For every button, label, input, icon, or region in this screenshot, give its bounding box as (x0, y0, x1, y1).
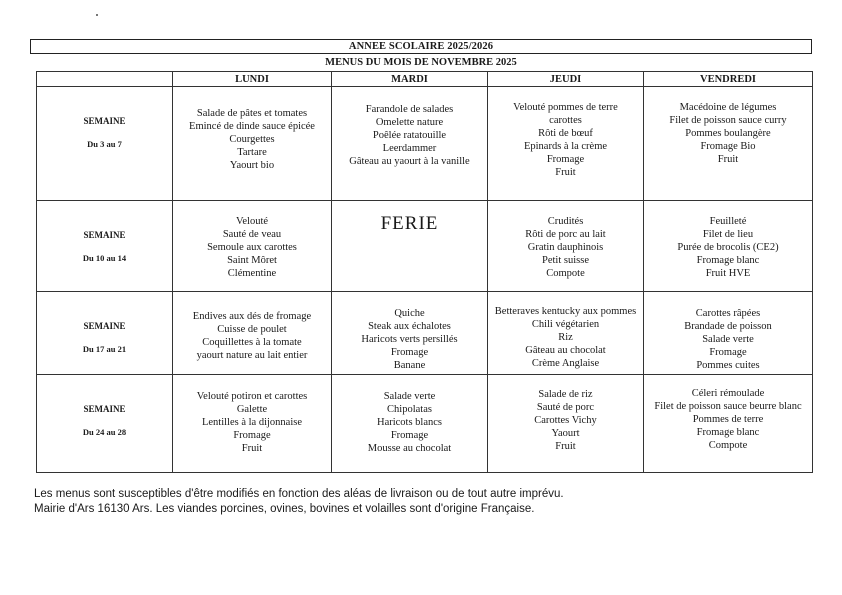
dish-item: Velouté (235, 216, 269, 227)
day-header-jeudi: JEUDI (488, 72, 644, 87)
week-label: SEMAINE (83, 321, 126, 331)
dish-item: Purée de brocolis (CE2) (677, 242, 779, 253)
week-dates: Du 17 au 21 (82, 344, 127, 354)
dish-item: Carottes râpées (695, 308, 761, 319)
dish-item: Cuisse de poulet (217, 324, 287, 335)
menu-cell-lundi (173, 201, 332, 292)
dish-item: Chili végétarien (531, 319, 600, 330)
menu-cell-mardi (332, 201, 488, 292)
dish-item: Quiche (394, 308, 425, 319)
dish-item: Carottes Vichy (534, 415, 597, 426)
dish-item: Fruit HVE (705, 268, 751, 279)
dish-item: Salade de riz (538, 389, 593, 400)
week-dates: Du 10 au 14 (82, 253, 127, 263)
menu-cell-vendredi (644, 375, 813, 473)
menu-cell-lundi (173, 375, 332, 473)
week-label: SEMAINE (83, 404, 126, 414)
page-subtitle: MENUS DU MOIS DE NOVEMBRE 2025 (325, 57, 517, 68)
holiday-label: FERIE (380, 213, 439, 234)
dish-item: Filet de poisson sauce beurre blanc (654, 401, 802, 412)
dish-item: Gâteau au chocolat (525, 345, 606, 356)
dish-item: Crème Anglaise (531, 358, 600, 369)
menu-cell-lundi (173, 87, 332, 201)
week-row (37, 87, 813, 201)
dish-item: Fromage (390, 347, 429, 358)
dish-item: Rôti de porc au lait (525, 229, 606, 240)
dish-item: Fromage (709, 347, 747, 358)
page-title: ANNEE SCOLAIRE 2025/2026 (30, 39, 812, 54)
dish-item: Fromage blanc (696, 427, 760, 438)
dish-item: Fromage (390, 430, 429, 441)
dish-item: Leerdammer (382, 143, 437, 154)
corner-cell (37, 72, 173, 87)
dish-item: Compote (546, 268, 585, 279)
dish-item: Brandade de poisson (684, 321, 772, 332)
dish-item: Filet de poisson sauce curry (669, 115, 787, 126)
menu-cell-mardi (332, 292, 488, 375)
scan-speck (96, 14, 98, 16)
dish-item: Yaourt bio (229, 160, 275, 171)
menu-cell-jeudi (488, 375, 644, 473)
week-label: SEMAINE (83, 116, 126, 126)
menu-cell-lundi (173, 292, 332, 375)
dish-item: Pommes cuites (696, 360, 760, 371)
dish-item: Filet de lieu (702, 229, 754, 240)
dish-item: Compote (708, 440, 748, 451)
dish-item: Fromage Bio (700, 141, 756, 152)
dish-item: yaourt nature au lait entier (196, 350, 308, 361)
dish-item: Betteraves kentucky aux pommes (494, 306, 637, 317)
footer-notes (34, 487, 814, 517)
dish-item: Tartare (237, 147, 267, 158)
dish-item: Lentilles à la dijonnaise (201, 417, 302, 428)
menu-cell-mardi (332, 375, 488, 473)
dish-item: Endives aux dés de fromage (192, 311, 312, 322)
week-cell (37, 375, 173, 473)
dish-item: Fromage blanc (696, 255, 760, 266)
week-label: SEMAINE (83, 230, 126, 240)
dish-item: Poêlée ratatouille (372, 130, 447, 141)
dish-item: Courgettes (229, 134, 275, 145)
dish-item: Salade verte (702, 334, 754, 345)
menu-table (36, 71, 813, 473)
dish-item: Fruit (717, 154, 739, 165)
week-dates: Du 24 au 28 (82, 427, 127, 437)
dish-item: Céleri rémoulade (691, 388, 765, 399)
menu-cell-mardi (332, 87, 488, 201)
week-row (37, 201, 813, 292)
menu-cell-vendredi (644, 292, 813, 375)
dish-item: Coquillettes à la tomate (202, 337, 302, 348)
dish-item: Pommes boulangère (685, 128, 771, 139)
week-cell (37, 87, 173, 201)
dish-item: Rôti de bœuf (538, 128, 593, 139)
dish-item: Macédoine de légumes (679, 102, 777, 113)
dish-item: Fromage (546, 154, 585, 165)
dish-item: Semoule aux carottes (207, 242, 297, 253)
menu-cell-jeudi (488, 292, 644, 375)
menu-cell-vendredi (644, 87, 813, 201)
dish-item: Epinards à la crème (523, 141, 608, 152)
week-cell (37, 292, 173, 375)
dish-item: Emincé de dinde sauce épicée (189, 121, 315, 132)
menu-cell-jeudi (488, 87, 644, 201)
week-row (37, 375, 813, 473)
dish-item: carottes (549, 115, 582, 126)
dish-item: Saint Môret (227, 255, 277, 266)
footer-line-2: Mairie d'Ars 16130 Ars. Les viandes porcines, ovines, bovines et volailles sont d'origine Française. (34, 503, 535, 515)
dish-item: Omelette nature (375, 117, 444, 128)
day-header-lundi: LUNDI (173, 72, 332, 87)
day-header-vendredi: VENDREDI (644, 72, 813, 87)
dish-item: Riz (558, 332, 573, 343)
week-dates: Du 3 au 7 (87, 139, 122, 149)
dish-item: Sauté de porc (536, 402, 595, 413)
dish-item: Fruit (555, 167, 576, 178)
dish-item: Farandole de salades (365, 104, 454, 115)
dish-item: Steak aux échalotes (368, 321, 451, 332)
dish-item: Haricots verts persillés (361, 334, 458, 345)
dish-item: Gâteau au yaourt à la vanille (349, 156, 470, 167)
dish-item: Crudités (547, 216, 584, 227)
dish-item: Chipolatas (387, 404, 432, 415)
dish-item: Salade de pâtes et tomates (196, 108, 308, 119)
dish-item: Sauté de veau (222, 229, 282, 240)
dish-item: Feuilleté (709, 216, 747, 227)
dish-item: Pommes de terre (692, 414, 764, 425)
dish-item: Salade verte (383, 391, 436, 402)
menu-cell-jeudi (488, 201, 644, 292)
menu-cell-vendredi (644, 201, 813, 292)
dish-item: Fruit (241, 443, 263, 454)
dish-item: Petit suisse (542, 255, 589, 266)
dish-item: Gratin dauphinois (527, 242, 604, 253)
dish-item: Galette (236, 404, 268, 415)
dish-item: Banane (393, 360, 426, 371)
week-row (37, 292, 813, 375)
dish-item: Haricots blancs (376, 417, 443, 428)
dish-item: Clémentine (227, 268, 277, 279)
dish-item: Yaourt (551, 428, 580, 439)
dish-item: Velouté potiron et carottes (196, 391, 308, 402)
week-cell (37, 201, 173, 292)
dish-item: Fromage (233, 430, 271, 441)
day-header-mardi: MARDI (332, 72, 488, 87)
footer-line-1: Les menus sont susceptibles d'être modifiés en fonction des aléas de livraison ou de tout autre imprévu. (34, 488, 564, 500)
dish-item: Mousse au chocolat (367, 443, 452, 454)
dish-item: Velouté pommes de terre (513, 102, 618, 113)
header-row (37, 72, 813, 87)
dish-item: Fruit (555, 441, 576, 452)
